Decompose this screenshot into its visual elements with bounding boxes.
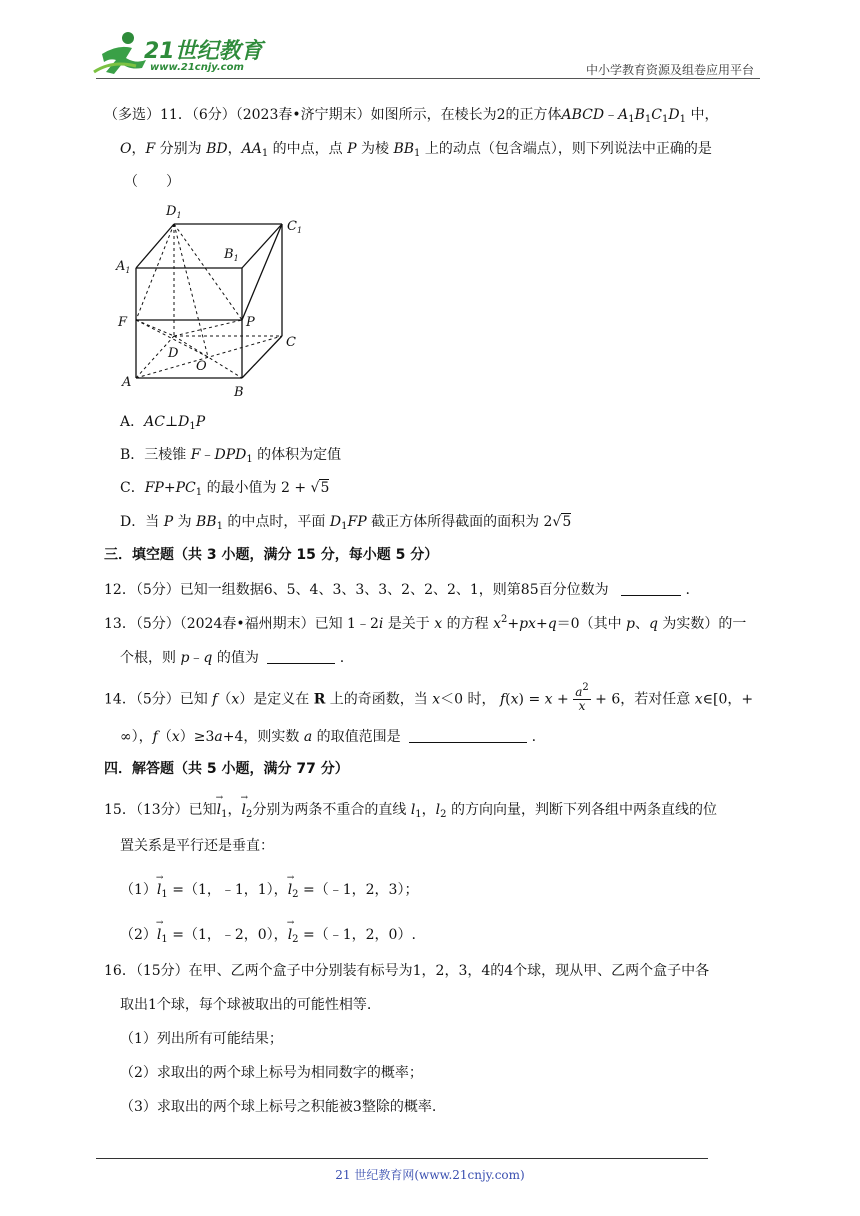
- cube-figure: [112, 200, 312, 400]
- q12-answer-blank: [621, 581, 681, 596]
- q13-line1: 13．（5分）（2024春•福州期末）已知 1﹣2i 是关于 x 的方程 $x^2+px+q=0$（其中 p、q 为实数）的一: [104, 614, 747, 632]
- q16-sub1: （1）列出所有可能结果；: [120, 1031, 283, 1047]
- q14-line2: ∞），f（x）≥3a+4，则实数 a 的取值范围是 .: [120, 729, 537, 745]
- q14-answer-blank: [409, 728, 527, 743]
- label-C1: $C_1$: [287, 219, 303, 235]
- q11-answer-brackets: （ ）: [124, 174, 180, 190]
- label-P: P: [246, 315, 255, 330]
- q16-sub2: （2）求取出的两个球上标号为相同数字的概率；: [120, 1065, 423, 1081]
- q11-option-d: D．当 P 为 $BB_1$ 的中点时，平面 $D_1FP$ 截正方体所得截面的面积为 2√5: [120, 514, 572, 532]
- logo-title: 21世纪教育: [144, 39, 263, 64]
- q14-line1: 14．（5分）已知 f（x）是定义在 R 上的奇函数，当 x＜0 时， f(x) = x + $\frac{a^2}{x}$ + 6，若对任意 x∈[0，+: [104, 682, 754, 713]
- footer-text: 21 世纪教育网(www.21cnjy.com): [335, 1168, 525, 1182]
- header-logo: [92, 30, 262, 78]
- label-D1: $D_1$: [166, 204, 182, 220]
- label-D: D: [168, 346, 179, 361]
- label-F: F: [118, 315, 128, 330]
- q11-prefix: （多选）11．（6分）（2023春•济宁期末）如图所示，在棱长为2的正方体: [104, 107, 562, 123]
- label-C: C: [286, 335, 296, 350]
- q11-option-b: B．三棱锥 $F﹣DPD_1$ 的体积为定值: [120, 447, 342, 465]
- q15-sub1: $(1)\to l_1 =(1$，﹣1，1），→ $l_2$ =（﹣1，2，3）；: [120, 880, 418, 900]
- q12: 12．（5分）已知一组数据6、5、4、3、3、3、2、2、2、1，则第85百分位数为 .: [104, 582, 690, 598]
- section-four-heading: 四．解答题（共 5 小题，满分 77 分）: [104, 761, 349, 777]
- q15-sub2: $(2)\to l_1 =(1$，﹣2，0），→ $l_2$ =（﹣1，2，0）.: [120, 925, 416, 945]
- q11-line1: （多选）11．（6分）（2023春•济宁期末）如图所示，在棱长为2的正方体$ABCD﹣A_1B_1C_1D_1$ 中，: [104, 107, 719, 125]
- q13-answer-blank: [267, 649, 335, 664]
- q11-line2: O，F 分别为 BD，$AA_1$ 的中点，点 P 为棱 $BB_1$ 上的动点（包含端点），则下列说法中正确的是: [120, 141, 712, 159]
- label-A1: $A_1$: [116, 259, 131, 275]
- q16-sub3: （3）求取出的两个球上标号之积能被3整除的概率.: [120, 1099, 437, 1115]
- q15-line2: 置关系是平行还是垂直：: [120, 838, 274, 854]
- runner-logo-icon: [92, 30, 152, 76]
- label-A: A: [122, 375, 132, 390]
- q15-line1: 15．（13分）已知→ $l_1$，→ $l_2$分别为两条不重合的直线 $l_1$，$l_2$ 的方向向量，判断下列各组中两条直线的位: [104, 800, 717, 820]
- q11-option-a: A．$AC\perp D_1P$: [120, 414, 206, 432]
- section-three-heading: 三．填空题（共 3 小题，满分 15 分，每小题 5 分）: [104, 547, 439, 563]
- q13-line2: 个根，则 p﹣q 的值为 .: [120, 650, 345, 666]
- q16-line1: 16．（15分）在甲、乙两个盒子中分别装有标号为1，2，3，4的4个球，现从甲、乙两个盒子中各: [104, 963, 710, 979]
- logo-url: www.21cnjy.com: [150, 62, 244, 73]
- q11-option-c: C．$FP+PC_1$ 的最小值为 2 + √5: [120, 480, 330, 498]
- q16-line2: 取出1个球，每个球被取出的可能性相等.: [120, 997, 372, 1013]
- label-O: O: [196, 359, 207, 374]
- header-platform-text: 中小学教育资源及组卷应用平台: [585, 63, 754, 77]
- header-divider: [96, 78, 760, 79]
- label-B: B: [234, 385, 244, 400]
- label-B1: $B_1$: [224, 247, 239, 263]
- footer-divider: [96, 1158, 708, 1159]
